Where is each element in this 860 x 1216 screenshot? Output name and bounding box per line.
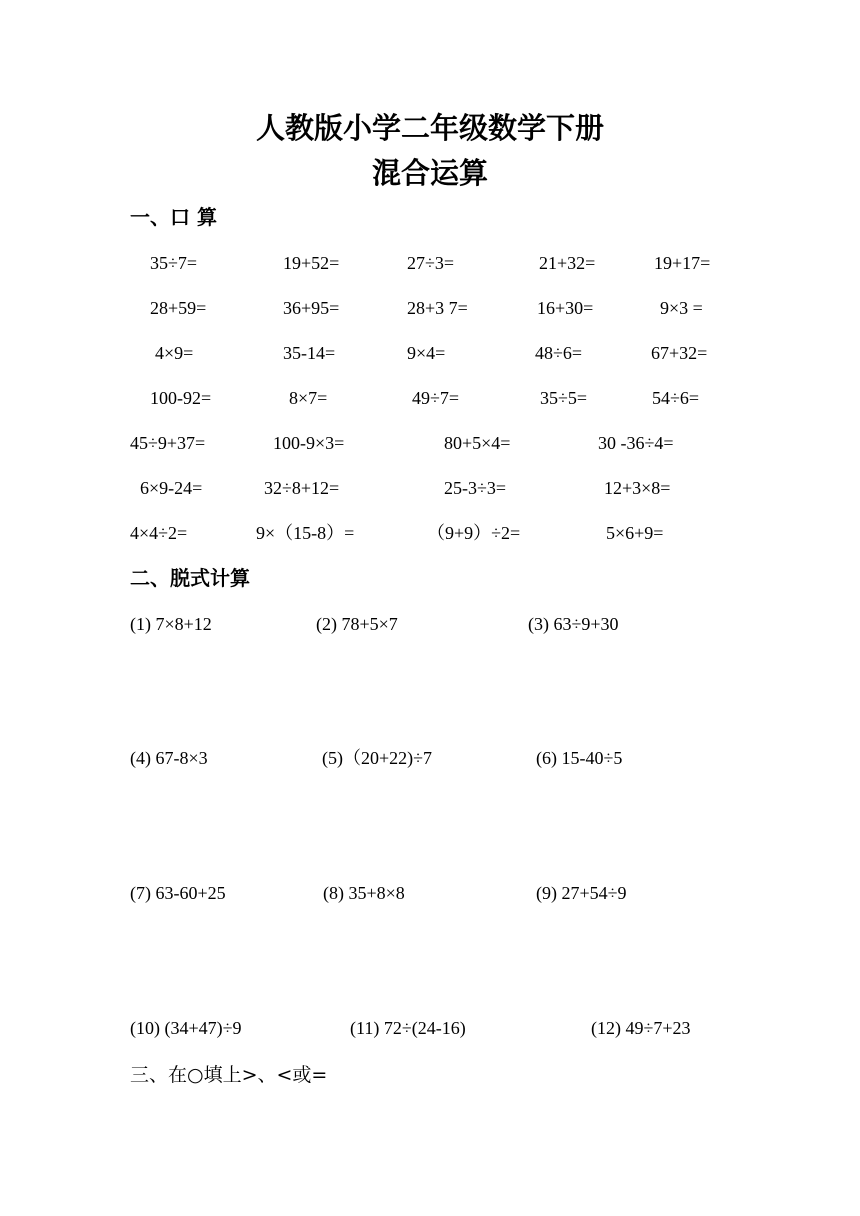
oral-item: 35÷7= [150,253,198,273]
section-compare-heading: 三、在○填上>、<或= [130,1064,328,1086]
stepwise-problem: (6) 15-40÷5 [536,748,623,768]
oral-item: 100-92= [150,388,212,408]
stepwise-problem: (3) 63÷9+30 [528,614,619,634]
oral-item: 49÷7= [412,388,460,408]
oral-item: 30 -36÷4= [598,433,674,453]
oral-item: 27÷3= [407,253,455,273]
oral-item: 36+95= [283,298,340,318]
oral-item: 48÷6= [535,343,583,363]
oral-item: 9×3 = [660,298,703,318]
stepwise-problem: (2) 78+5×7 [316,614,398,634]
oral-item: 4×4÷2= [130,523,188,543]
oral-item: 67+32= [651,343,708,363]
oral-item: 9×（15-8）= [256,523,355,543]
oral-item: 35-14= [283,343,336,363]
stepwise-problem: (7) 63-60+25 [130,883,226,903]
oral-item: 5×6+9= [606,523,664,543]
oral-item: 80+5×4= [444,433,511,453]
worksheet-title: 人教版小学二年级数学下册 [255,111,604,145]
stepwise-problem: (9) 27+54÷9 [536,883,627,903]
oral-item: 25-3÷3= [444,478,507,498]
oral-item: 9×4= [407,343,446,363]
oral-item: 19+52= [283,253,340,273]
oral-item: 4×9= [155,343,194,363]
oral-item: 19+17= [654,253,711,273]
section-stepwise-heading: 二、脱式计算 [130,566,250,590]
stepwise-problem: (4) 67-8×3 [130,748,208,768]
oral-item: 28+3 7= [407,298,468,318]
oral-item: 54÷6= [652,388,700,408]
oral-item: 21+32= [539,253,596,273]
oral-item: 6×9-24= [140,478,203,498]
oral-item: 45÷9+37= [130,433,206,453]
stepwise-problem: (12) 49÷7+23 [591,1018,691,1038]
section-oral-heading: 一、口 算 [130,205,217,229]
stepwise-problem: (8) 35+8×8 [323,883,405,903]
stepwise-problem: (1) 7×8+12 [130,614,212,634]
stepwise-problem: (5)（20+22)÷7 [322,748,433,768]
oral-item: 12+3×8= [604,478,671,498]
oral-item: 32÷8+12= [264,478,340,498]
oral-item: （9+9）÷2= [427,523,521,543]
oral-item: 35÷5= [540,388,588,408]
oral-item: 8×7= [289,388,328,408]
worksheet-subtitle: 混合运算 [371,156,488,190]
oral-item: 16+30= [537,298,594,318]
stepwise-problem: (11) 72÷(24-16) [350,1018,466,1038]
stepwise-problem: (10) (34+47)÷9 [130,1018,242,1038]
oral-item: 28+59= [150,298,207,318]
oral-item: 100-9×3= [273,433,345,453]
